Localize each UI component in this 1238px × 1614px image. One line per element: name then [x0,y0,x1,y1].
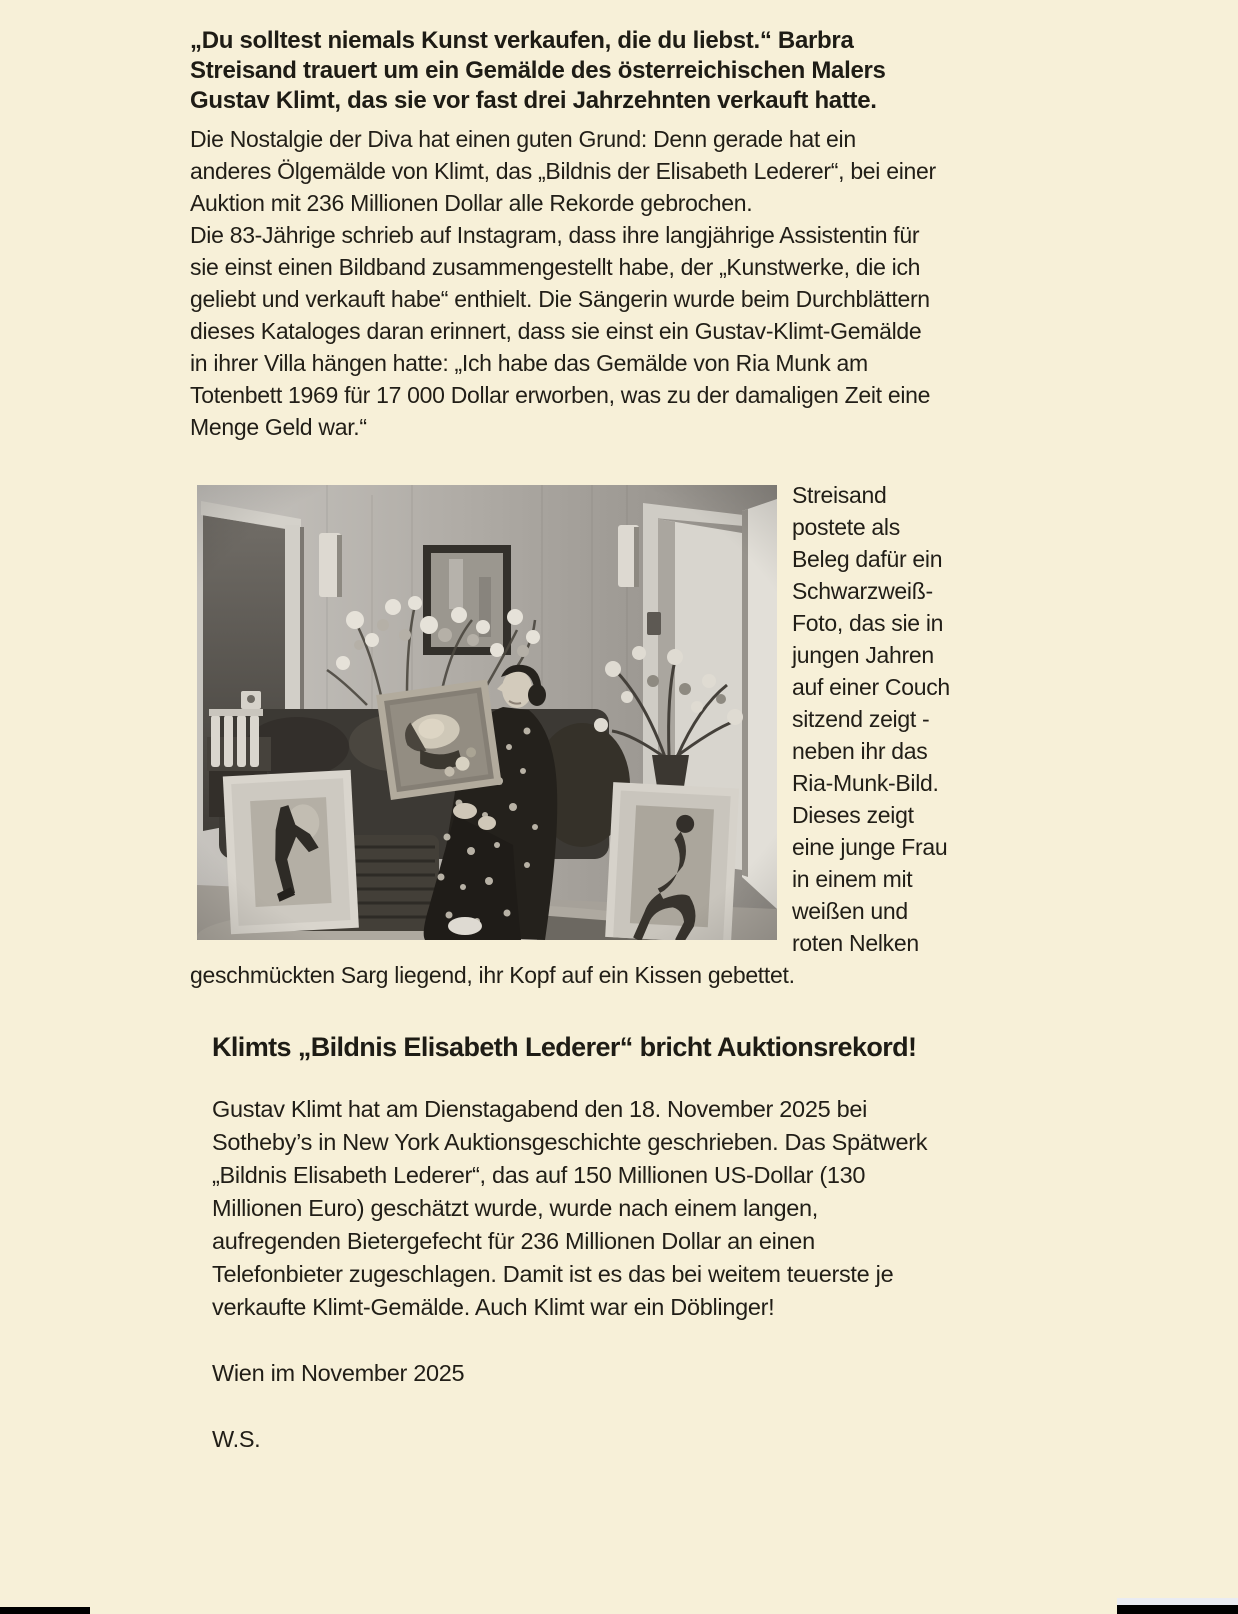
photo-flow-text: Streisand postete als Beleg dafür ein Schwarzweiß-Foto, das sie in jungen Jahren auf einer Couch sitzend zeigt - neben ihr das Ria-Munk-Bild. Dieses zeigt eine junge Frau in einem mit weißen und roten Nelken geschmückten Sarg liegend, ihr Kopf auf ein Kissen gebettet. [190,482,950,988]
dateline: Wien im November 2025 [212,1360,465,1386]
author-signature: W.S. [212,1426,261,1452]
auction-heading: Klimts „Bildnis Elisabeth Lederer“ bricht Auktionsrekord! [212,1032,917,1062]
bottom-left-window-edge [0,1607,90,1614]
photo-and-caption-flow [190,479,952,991]
article-headline: „Du solltest niemals Kunst verkaufen, die du liebst.“ Barbra Streisand trauert um ein Gemälde des österreichischen Malers Gustav Klimt, das sie vor fast drei Jahrzehnten verkauft hatte. [190,27,886,114]
auction-section [212,1031,938,1456]
article-paragraph-2: Die 83-Jährige schrieb auf Instagram, dass ihre langjährige Assistentin für sie einst einen Bildband zusammengestellt habe, der „Kunstwerke, die ich geliebt und verkauft habe“ enthielt. Die Sängerin wurde beim Durchblättern dieses Kataloges daran erinnert, dass sie einst ein Gustav-Klimt-Gemälde in ihrer Villa hängen hatte: „Ich habe das Gemälde von Ria Munk am Totenbett 1969 für 17 000 Dollar erworben, was zu der damaligen Zeit eine Menge Geld war.“ [190,222,931,440]
streisand-photo-illustration [197,485,777,940]
article-paragraph-1: Die Nostalgie der Diva hat einen guten Grund: Denn gerade hat ein anderes Ölgemälde von Klimt, das „Bildnis der Elisabeth Lederer“, bei einer Auktion mit 236 Millionen Dollar alle Rekorde gebrochen. [190,126,936,216]
bottom-right-window-strip [1117,1598,1238,1605]
bottom-right-window-edge [1117,1605,1238,1614]
article-photo [197,485,777,940]
auction-paragraph: Gustav Klimt hat am Dienstagabend den 18. November 2025 bei Sotheby’s in New York Auktionsgeschichte geschrieben. Das Spätwerk „Bildnis Elisabeth Lederer“, das auf 150 Millionen US-Dollar (130 Millionen Euro) geschätzt wurde, wurde nach einem langen, aufregenden Bietergefecht für 236 Millionen Dollar an einen Telefonbieter zugeschlagen. Damit ist es das bei weitem teuerste je verkaufte Klimt-Gemälde. Auch Klimt war ein Döblinger! [212,1096,928,1320]
